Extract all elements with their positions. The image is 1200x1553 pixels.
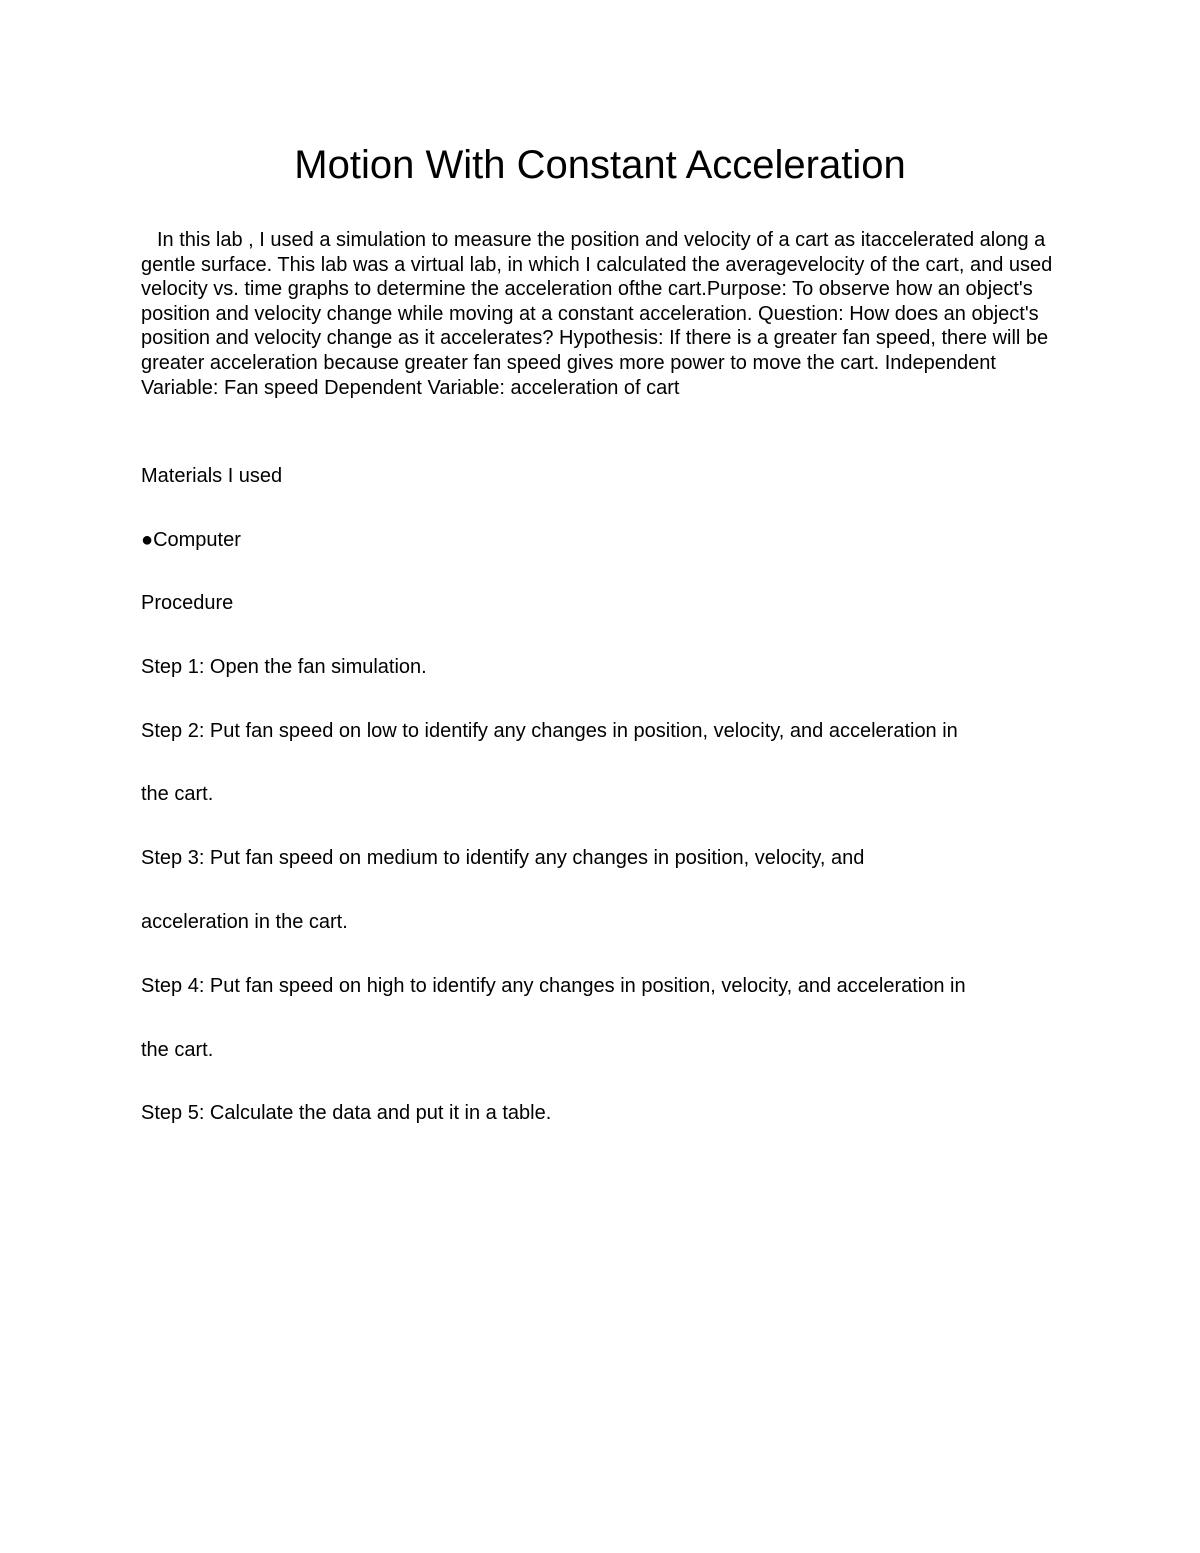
procedure-heading: Procedure xyxy=(141,592,234,614)
procedure-step-4-line-2: the cart. xyxy=(141,1039,214,1061)
procedure-step-3-line-1: Step 3: Put fan speed on medium to identify any changes in position, velocity, and xyxy=(141,847,865,869)
procedure-step-1: Step 1: Open the fan simulation. xyxy=(141,656,427,678)
procedure-step-2-line-1: Step 2: Put fan speed on low to identify any changes in position, velocity, and acceleration in xyxy=(141,720,958,742)
procedure-step-3-line-2: acceleration in the cart. xyxy=(141,911,348,933)
document-title: Motion With Constant Acceleration xyxy=(294,143,906,187)
intro-paragraph: In this lab , I used a simulation to measure the position and velocity of a cart as itaccelerated along a gentle surface. This lab was a virtual lab, in which I calculated the averagevelocity of the cart, and used velocity vs. time graphs to determine the acceleration ofthe cart.Purpose: To observe how an object's position and velocity change while moving at a constant acceleration. Question: How does an object's position and velocity change as it accelerates? Hypothesis: If there is a greater fan speed, there will be greater acceleration because greater fan speed gives more power to move the cart. Independent Variable: Fan speed Dependent Variable: acceleration of cart xyxy=(141,229,1053,399)
procedure-step-4-line-1: Step 4: Put fan speed on high to identify any changes in position, velocity, and acceleration in xyxy=(141,975,966,997)
materials-heading: Materials I used xyxy=(141,465,283,487)
procedure-step-2-line-2: the cart. xyxy=(141,783,214,805)
procedure-step-5: Step 5: Calculate the data and put it in a table. xyxy=(141,1102,552,1124)
materials-list-item: ●Computer xyxy=(141,529,241,551)
